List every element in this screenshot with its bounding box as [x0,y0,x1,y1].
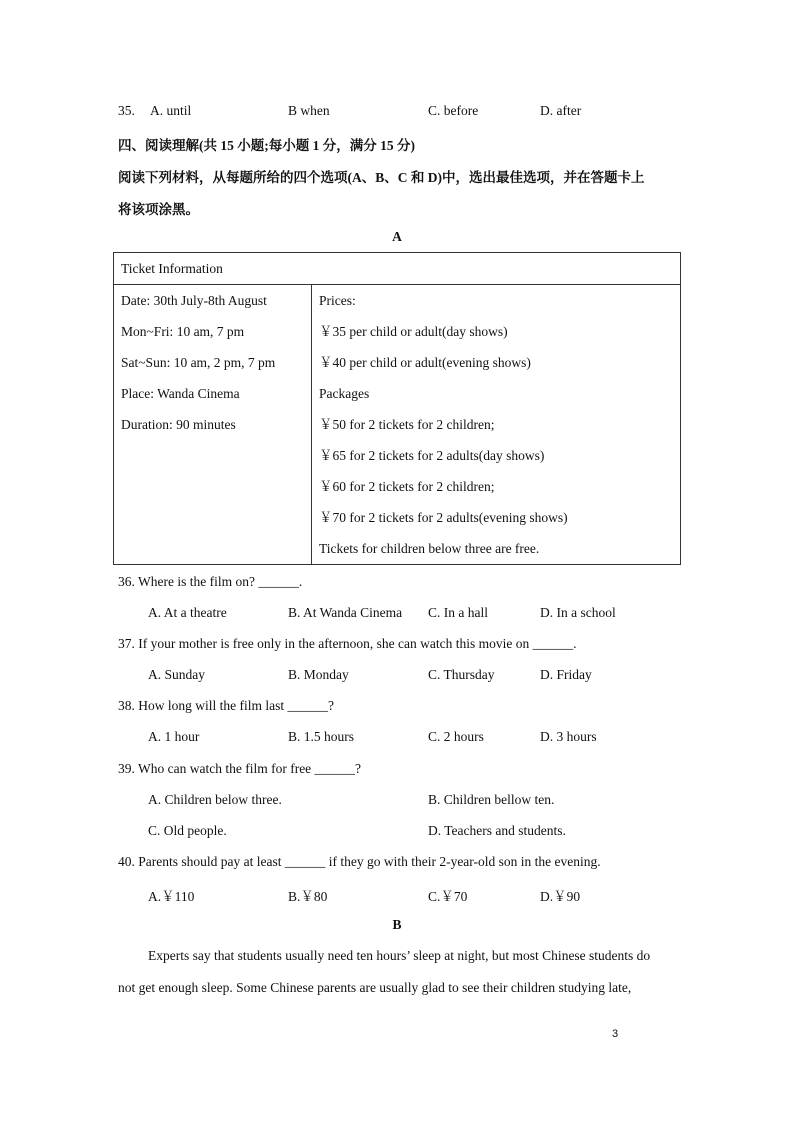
price-evening-shows: ￥40 per child or adult(evening shows) [319,355,531,370]
q36-option-c: C. In a hall [428,605,488,620]
q37-option-a: A. Sunday [148,667,205,682]
ticket-left-column [114,285,312,565]
q36-stem: 36. Where is the film on? ______. [118,574,303,589]
q35-option-c: C. before [428,103,479,118]
passage-b-line2: not get enough sleep. Some Chinese parents are usually glad to see their children studying late, [118,980,632,995]
section-title: 四、阅读理解(共 15 小题;每小题 1 分，满分 15 分) [118,138,415,153]
passage-b-line1: Experts say that students usually need ten hours’ sleep at night, but most Chinese students do [148,948,651,963]
ticket-place: Place: Wanda Cinema [121,386,240,401]
q39-option-d: D. Teachers and students. [428,823,566,838]
q38-option-c: C. 2 hours [428,729,484,744]
package-children-evening: ￥60 for 2 tickets for 2 children; [319,479,495,494]
q35-option-a: A. until [150,103,192,118]
q37-option-d: D. Friday [540,667,592,682]
ticket-weekend-times: Sat~Sun: 10 am, 2 pm, 7 pm [121,355,276,370]
q38-stem: 38. How long will the film last ______? [118,698,334,713]
q38-option-a: A. 1 hour [148,729,200,744]
q38-option-d: D. 3 hours [540,729,597,744]
q37-stem: 37. If your mother is free only in the afternoon, she can watch this movie on ______. [118,636,577,651]
q40-option-a: A.￥110 [148,889,195,904]
ticket-duration: Duration: 90 minutes [121,417,236,432]
passage-a-label: A [392,229,402,244]
price-day-shows: ￥35 per child or adult(day shows) [319,324,508,339]
page-number: 3 [612,1028,619,1040]
package-children-day: ￥50 for 2 tickets for 2 children; [319,417,495,432]
section-instruction-line2: 将该项涂黑。 [118,202,199,217]
q39-option-b: B. Children bellow ten. [428,792,555,807]
passage-b-label: B [392,917,402,932]
q40-stem: 40. Parents should pay at least ______ if they go with their 2-year-old son in the evening. [118,854,601,869]
q40-option-c: C.￥70 [428,889,468,904]
ticket-table-header-cell [114,253,681,285]
q37-option-c: C. Thursday [428,667,495,682]
ticket-date: Date: 30th July-8th August [121,293,267,308]
package-adults-day: ￥65 for 2 tickets for 2 adults(day shows) [319,448,545,463]
q35-option-d: D. after [540,103,582,118]
ticket-weekday-times: Mon~Fri: 10 am, 7 pm [121,324,245,339]
section-instruction-line1: 阅读下列材料，从每题所给的四个选项(A、B、C 和 D)中，选出最佳选项，并在答题卡上 [118,170,645,185]
q36-option-a: A. At a theatre [148,605,227,620]
packages-heading: Packages [319,386,370,401]
q38-option-b: B. 1.5 hours [288,729,355,744]
q36-option-d: D. In a school [540,605,616,620]
q40-option-b: B.￥80 [288,889,328,904]
ticket-table-header: Ticket Information [121,261,223,276]
free-tickets-note: Tickets for children below three are free. [319,541,540,556]
package-adults-evening: ￥70 for 2 tickets for 2 adults(evening shows) [319,510,568,525]
q35-option-b: B when [288,103,330,118]
q40-option-d: D.￥90 [540,889,581,904]
q35-number: 35. [118,103,135,118]
ticket-information-table [113,252,681,565]
q39-option-c: C. Old people. [148,823,227,838]
q37-option-b: B. Monday [288,667,349,682]
q36-option-b: B. At Wanda Cinema [288,605,403,620]
q39-option-a: A. Children below three. [148,792,282,807]
ticket-right-column [312,285,681,565]
q39-stem: 39. Who can watch the film for free ______? [118,761,362,776]
prices-heading: Prices: [319,293,356,308]
